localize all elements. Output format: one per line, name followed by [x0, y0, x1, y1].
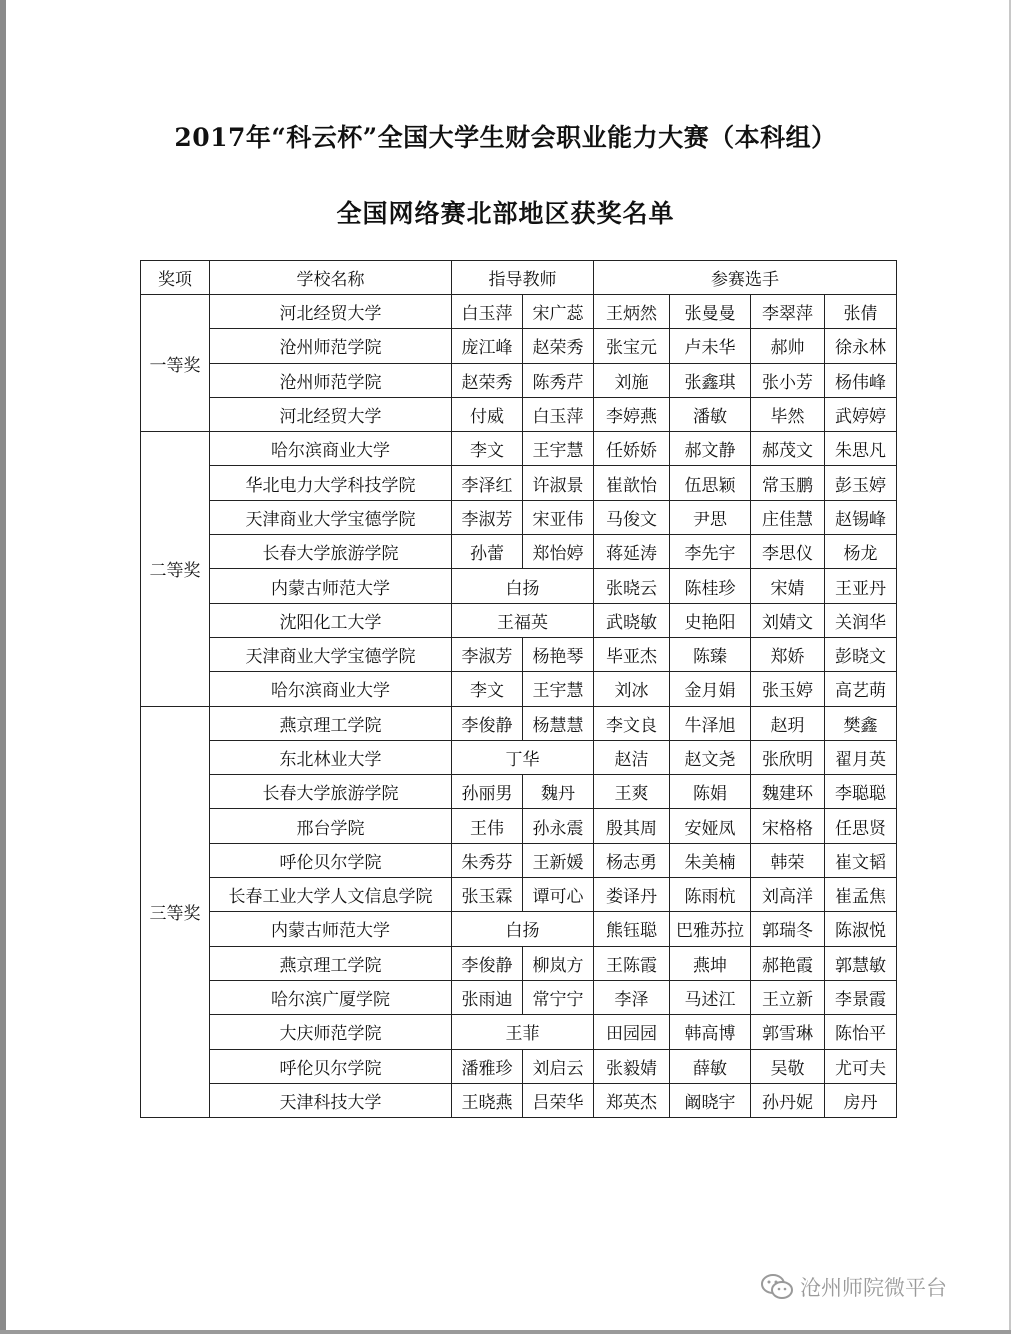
player-cell: 崔文韬: [825, 843, 897, 877]
school-cell: 燕京理工学院: [210, 706, 452, 740]
player-cell: 崔孟焦: [825, 878, 897, 912]
header-award: 奖项: [141, 261, 210, 295]
player-cell: 陈桂珍: [670, 569, 751, 603]
player-cell: 彭玉婷: [825, 466, 897, 500]
school-cell: 哈尔滨商业大学: [210, 672, 452, 706]
table-row: [141, 1083, 897, 1117]
school-cell: 哈尔滨商业大学: [210, 432, 452, 466]
teacher-cell: 陈秀芹: [523, 363, 594, 397]
player-cell: 张玉婷: [751, 672, 825, 706]
player-cell: 樊鑫: [825, 706, 897, 740]
table-row: [141, 843, 897, 877]
player-cell: 马俊文: [594, 500, 670, 534]
player-cell: 李文良: [594, 706, 670, 740]
table-row: [141, 946, 897, 980]
header-players: 参赛选手: [594, 261, 897, 295]
teacher-cell: 赵荣秀: [523, 329, 594, 363]
teacher-cell: 李淑芳: [452, 637, 523, 671]
school-cell: 哈尔滨广厦学院: [210, 980, 452, 1014]
player-cell: 李景霞: [825, 980, 897, 1014]
teacher-cell: 白扬: [452, 912, 594, 946]
player-cell: 王亚丹: [825, 569, 897, 603]
player-cell: 牛泽旭: [670, 706, 751, 740]
teacher-cell: 丁华: [452, 740, 594, 774]
player-cell: 马述江: [670, 980, 751, 1014]
school-cell: 沧州师范学院: [210, 363, 452, 397]
player-cell: 郑娇: [751, 637, 825, 671]
table-row: [141, 809, 897, 843]
player-cell: 娄译丹: [594, 878, 670, 912]
teacher-cell: 白玉萍: [523, 397, 594, 431]
teacher-cell: 赵荣秀: [452, 363, 523, 397]
teacher-cell: 王菲: [452, 1015, 594, 1049]
player-cell: 史艳阳: [670, 603, 751, 637]
player-cell: 王立新: [751, 980, 825, 1014]
document-title: 2017年“科云杯”全国大学生财会职业能力大赛（本科组）: [174, 123, 837, 152]
table-row: [141, 569, 897, 603]
player-cell: 魏建环: [751, 775, 825, 809]
player-cell: 庄佳慧: [751, 500, 825, 534]
school-cell: 天津科技大学: [210, 1083, 452, 1117]
school-cell: 邢台学院: [210, 809, 452, 843]
table-row: [141, 672, 897, 706]
player-cell: 张曼曼: [670, 295, 751, 329]
player-cell: 郝文静: [670, 432, 751, 466]
player-cell: 巴雅苏拉: [670, 912, 751, 946]
school-cell: 华北电力大学科技学院: [210, 466, 452, 500]
player-cell: 王炳然: [594, 295, 670, 329]
teacher-cell: 张雨迪: [452, 980, 523, 1014]
school-cell: 长春大学旅游学院: [210, 535, 452, 569]
teacher-cell: 宋广蕊: [523, 295, 594, 329]
player-cell: 韩荣: [751, 843, 825, 877]
player-cell: 陈臻: [670, 637, 751, 671]
header-school: 学校名称: [210, 261, 452, 295]
school-cell: 天津商业大学宝德学院: [210, 500, 452, 534]
teacher-cell: 李文: [452, 432, 523, 466]
player-cell: 田园园: [594, 1015, 670, 1049]
player-cell: 王爽: [594, 775, 670, 809]
teacher-cell: 郑怡婷: [523, 535, 594, 569]
teacher-cell: 王福英: [452, 603, 594, 637]
table-row: [141, 432, 897, 466]
award-level-cell: 二等奖: [141, 432, 210, 706]
player-cell: 郭慧敏: [825, 946, 897, 980]
teacher-cell: 王伟: [452, 809, 523, 843]
player-cell: 郑英杰: [594, 1083, 670, 1117]
player-cell: 赵洁: [594, 740, 670, 774]
player-cell: 吴敬: [751, 1049, 825, 1083]
table-row: [141, 878, 897, 912]
school-cell: 呼伦贝尔学院: [210, 843, 452, 877]
player-cell: 赵锡峰: [825, 500, 897, 534]
table-row: [141, 740, 897, 774]
table-row: [141, 603, 897, 637]
player-cell: 燕坤: [670, 946, 751, 980]
teacher-cell: 王宇慧: [523, 672, 594, 706]
award-level-cell: 一等奖: [141, 295, 210, 432]
player-cell: 常玉鹏: [751, 466, 825, 500]
teacher-cell: 王晓燕: [452, 1083, 523, 1117]
player-cell: 毕亚杰: [594, 637, 670, 671]
player-cell: 宋婧: [751, 569, 825, 603]
teacher-cell: 孙丽男: [452, 775, 523, 809]
player-cell: 陈怡平: [825, 1015, 897, 1049]
player-cell: 薛敏: [670, 1049, 751, 1083]
teacher-cell: 白扬: [452, 569, 594, 603]
player-cell: 赵玥: [751, 706, 825, 740]
scan-bottom-edge: [0, 1330, 1011, 1334]
school-cell: 沈阳化工大学: [210, 603, 452, 637]
school-cell: 呼伦贝尔学院: [210, 1049, 452, 1083]
teacher-cell: 孙蕾: [452, 535, 523, 569]
teacher-cell: 宋亚伟: [523, 500, 594, 534]
wechat-icon: [760, 1273, 794, 1301]
player-cell: 宋格格: [751, 809, 825, 843]
player-cell: 蒋延涛: [594, 535, 670, 569]
table-row: [141, 295, 897, 329]
table-row: [141, 363, 897, 397]
school-cell: 天津商业大学宝德学院: [210, 637, 452, 671]
player-cell: 杨伟峰: [825, 363, 897, 397]
school-cell: 燕京理工学院: [210, 946, 452, 980]
school-cell: 内蒙古师范大学: [210, 569, 452, 603]
player-cell: 郭雪琳: [751, 1015, 825, 1049]
school-cell: 河北经贸大学: [210, 295, 452, 329]
player-cell: 韩高博: [670, 1015, 751, 1049]
player-cell: 张宝元: [594, 329, 670, 363]
player-cell: 伍思颖: [670, 466, 751, 500]
player-cell: 陈淑悦: [825, 912, 897, 946]
player-cell: 李聪聪: [825, 775, 897, 809]
player-cell: 刘施: [594, 363, 670, 397]
player-cell: 武晓敏: [594, 603, 670, 637]
player-cell: 金月娟: [670, 672, 751, 706]
player-cell: 安娅凤: [670, 809, 751, 843]
school-cell: 长春大学旅游学院: [210, 775, 452, 809]
player-cell: 潘敏: [670, 397, 751, 431]
teacher-cell: 刘启云: [523, 1049, 594, 1083]
player-cell: 王陈霞: [594, 946, 670, 980]
player-cell: 李先宇: [670, 535, 751, 569]
teacher-cell: 吕荣华: [523, 1083, 594, 1117]
teacher-cell: 杨慧慧: [523, 706, 594, 740]
teacher-cell: 李俊静: [452, 706, 523, 740]
table-row: [141, 980, 897, 1014]
teacher-cell: 张玉霖: [452, 878, 523, 912]
player-cell: 关润华: [825, 603, 897, 637]
player-cell: 杨龙: [825, 535, 897, 569]
school-cell: 内蒙古师范大学: [210, 912, 452, 946]
player-cell: 尤可夫: [825, 1049, 897, 1083]
player-cell: 赵文尧: [670, 740, 751, 774]
document-subtitle: 全国网络赛北部地区获奖名单: [336, 199, 675, 228]
teacher-cell: 李泽红: [452, 466, 523, 500]
table-row: [141, 1049, 897, 1083]
table-row: [141, 637, 897, 671]
player-cell: 刘冰: [594, 672, 670, 706]
table-header-row: [141, 261, 897, 295]
school-cell: 河北经贸大学: [210, 397, 452, 431]
player-cell: 刘高洋: [751, 878, 825, 912]
school-cell: 东北林业大学: [210, 740, 452, 774]
player-cell: 徐永林: [825, 329, 897, 363]
header-teachers: 指导教师: [452, 261, 594, 295]
teacher-cell: 许淑景: [523, 466, 594, 500]
player-cell: 李婷燕: [594, 397, 670, 431]
table-row: [141, 1015, 897, 1049]
table-row: [141, 535, 897, 569]
teacher-cell: 王新媛: [523, 843, 594, 877]
player-cell: 陈雨杭: [670, 878, 751, 912]
school-cell: 大庆师范学院: [210, 1015, 452, 1049]
player-cell: 郭瑞冬: [751, 912, 825, 946]
player-cell: 任思贤: [825, 809, 897, 843]
player-cell: 张欣明: [751, 740, 825, 774]
teacher-cell: 朱秀芬: [452, 843, 523, 877]
player-cell: 彭晓文: [825, 637, 897, 671]
watermark: [760, 1272, 947, 1302]
table-row: [141, 329, 897, 363]
school-cell: 沧州师范学院: [210, 329, 452, 363]
awards-table-body: [141, 295, 897, 1118]
player-cell: 杨志勇: [594, 843, 670, 877]
player-cell: 郝艳霞: [751, 946, 825, 980]
teacher-cell: 付威: [452, 397, 523, 431]
player-cell: 张晓云: [594, 569, 670, 603]
table-row: [141, 775, 897, 809]
player-cell: 郝茂文: [751, 432, 825, 466]
teacher-cell: 柳岚方: [523, 946, 594, 980]
table-row: [141, 912, 897, 946]
school-cell: 长春工业大学人文信息学院: [210, 878, 452, 912]
player-cell: 李翠萍: [751, 295, 825, 329]
table-row: [141, 466, 897, 500]
teacher-cell: 杨艳琴: [523, 637, 594, 671]
teacher-cell: 庞江峰: [452, 329, 523, 363]
teacher-cell: 王宇慧: [523, 432, 594, 466]
teacher-cell: 李俊静: [452, 946, 523, 980]
table-row: [141, 500, 897, 534]
teacher-cell: 谭可心: [523, 878, 594, 912]
player-cell: 张毅婧: [594, 1049, 670, 1083]
awards-table: [140, 260, 897, 1118]
table-row: [141, 397, 897, 431]
award-level-cell: 三等奖: [141, 706, 210, 1118]
player-cell: 尹思: [670, 500, 751, 534]
player-cell: 陈娟: [670, 775, 751, 809]
player-cell: 高艺萌: [825, 672, 897, 706]
teacher-cell: 白玉萍: [452, 295, 523, 329]
player-cell: 熊钰聪: [594, 912, 670, 946]
player-cell: 阚晓宇: [670, 1083, 751, 1117]
player-cell: 孙丹妮: [751, 1083, 825, 1117]
player-cell: 朱思凡: [825, 432, 897, 466]
player-cell: 郝帅: [751, 329, 825, 363]
player-cell: 张倩: [825, 295, 897, 329]
player-cell: 张鑫琪: [670, 363, 751, 397]
teacher-cell: 孙永震: [523, 809, 594, 843]
teacher-cell: 常宁宁: [523, 980, 594, 1014]
watermark-text: 沧州师院微平台: [800, 1276, 947, 1300]
player-cell: 李泽: [594, 980, 670, 1014]
player-cell: 武婷婷: [825, 397, 897, 431]
player-cell: 殷其周: [594, 809, 670, 843]
player-cell: 房丹: [825, 1083, 897, 1117]
player-cell: 张小芳: [751, 363, 825, 397]
player-cell: 李思仪: [751, 535, 825, 569]
teacher-cell: 潘雅珍: [452, 1049, 523, 1083]
player-cell: 卢未华: [670, 329, 751, 363]
player-cell: 朱美楠: [670, 843, 751, 877]
player-cell: 刘婧文: [751, 603, 825, 637]
player-cell: 崔歆怡: [594, 466, 670, 500]
teacher-cell: 魏丹: [523, 775, 594, 809]
teacher-cell: 李文: [452, 672, 523, 706]
player-cell: 毕然: [751, 397, 825, 431]
table-row: [141, 706, 897, 740]
teacher-cell: 李淑芳: [452, 500, 523, 534]
player-cell: 任娇娇: [594, 432, 670, 466]
player-cell: 翟月英: [825, 740, 897, 774]
